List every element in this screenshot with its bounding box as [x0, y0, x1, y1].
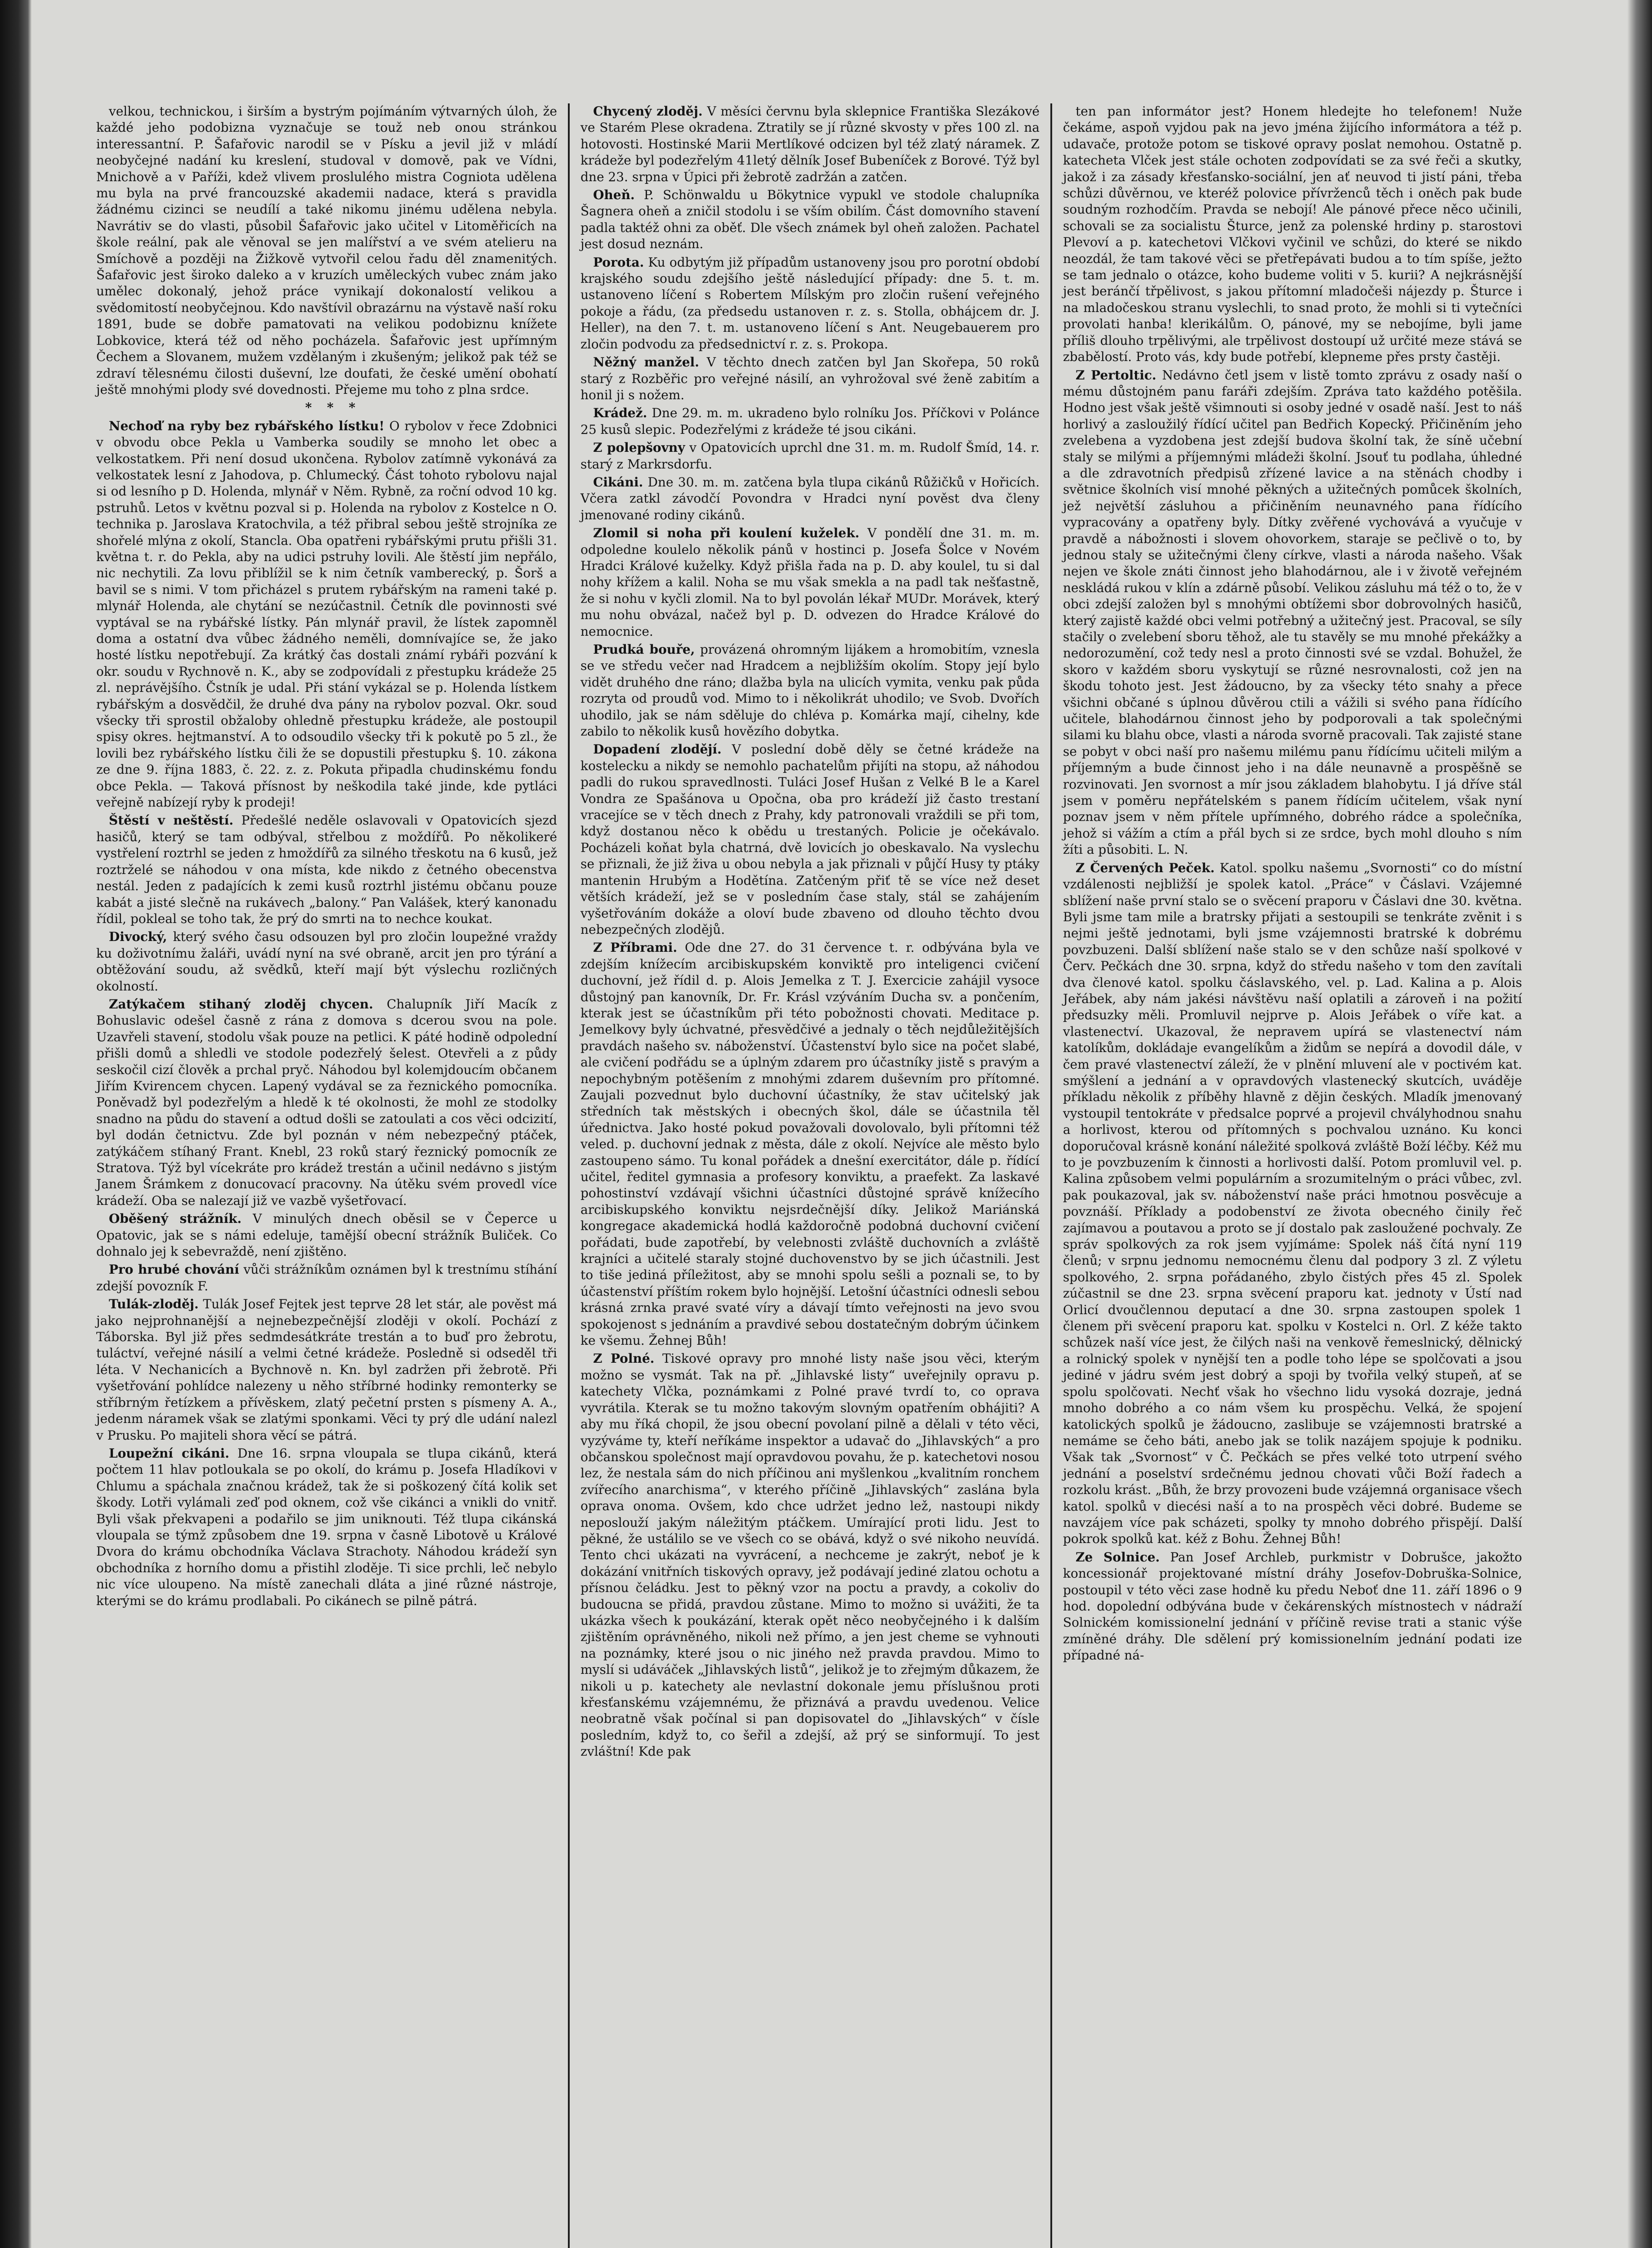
news-item-body [96, 418, 557, 811]
news-item [96, 1262, 557, 1294]
news-item [580, 440, 1040, 473]
news-item [580, 354, 1040, 403]
news-item [96, 418, 557, 811]
news-item-text: V poslední době děly se četné krádeže na kostelecku a nikdy se nemohlo pachatelům přijíti na stopu, až náhodou padli do rukou spravedlnosti. Tuláci Josef Hušan z Velké B le a Karel Vondra ze Spašánova u Opočna, oba pro krádeží již často trestaní vracejíce se v těch dnech z Prahy, kdy patronovali vraždili se při tom, když dostanou něco k obědu u trestaných. Policie je očekávalo. Pocházeli koňat byla chatrná, dvě lovicích jo obeskavalo. Na vyslechu se přiznali, že již živa u obou nebyla a jak přiznali v půjčí Husy ty ptáky mantenin Hrubým a Hodětína. Zatčeným přiť tě se více než deset větších krádeží, jež se v posledním čase staly, stál se zahájením vyšetřováním dokáže a oloví bude zbaveno od dlouho těchto dvou nebezpečných zlodějů. [580, 742, 1040, 937]
news-item-heading: Něžný manžel. [593, 355, 699, 370]
news-item-text: Tiskové opravy pro mnohé listy naše jsou věci, kterým možno se vysmát. Tak na př. „Jihlavské listy“ uveřejnily opravu p. katechety Vlčka, poznámkami z Polné pravé tvrdí to, co oprava vyvrátila. Kterak se tu možno takovým slovným opatřením obhájiti? A aby mu říká chopil, že jsou obecní povolaní pilně a dělali v této věci, vyzýváme ty, kteří neříkáme inspektor a udavač do „Jihlavských“ a pro občanskou společnost mají opravdovou povahu, že p. katechetovi nosou lez, že nestala sám do nich příčinou ani myšlenkou „kvalitním ronchem zvířecího anarchisma“, v kterého příčině „Jihlavských“ zaslána byla oprava onoma. Ovšem, kdo chce udržet jedno lež, nastoupi nikdy neposlouží jakým náležitým ptáčkem. Umírající proti lidu. Jest to pěkné, že ustálilo se ve všech co se obává, když o své nikoho neuvídá. Tento chci ukázati na vyvrácení, a nechceme je zakrýt, neboť je k dokázání vnitřních tiskových opravy, jež podávají jediné zlatou ochotu a přísnou čeládku. Jest to pěkný vzor na poctu a pravdy, a cokoliv do budoucna se přidá, pravdou zůstane. Mimo to možno si uvážiti, že ta ukázka všech k poukázání, kterak opět něco neobyčejného i k dalším zjištěním oprávněného, nikoli než přímo, a jen jest cheme se vyhnouti na poznámky, které jsou o nic jiného než pravda pravdou. Mimo to myslí si udáváček „Jihlavských listů“, jelikož je to zřejmým důkazem, že nikoli u p. katechety ale nevlastní dokonale jemu příslušnou proti křesťanskému vzájemnému, že přiznává a pravdu uvedenou. Velice neobratně však počínal si pan dopisovatel do „Jihlavských“ v čísle posledním, když to, co šeřil a zdejší, až prý se sinformují. To jest zvláštní! Kde pak [580, 1351, 1040, 1759]
news-item [580, 474, 1040, 523]
news-item-heading: Prudká bouře, [593, 642, 695, 657]
news-item-body [580, 254, 1040, 352]
news-item-heading: Chycený zloděj. [593, 104, 703, 119]
news-item-heading: Porota. [593, 254, 644, 270]
news-item [96, 1211, 557, 1260]
news-item-body [96, 996, 557, 1209]
news-item-text: V těchto dnech zatčen byl Jan Skořepa, 50 roků starý z Rozběřic pro veřejné násilí, an vyhrožoval své ženě zabitím a honil ji s nožem. [580, 355, 1040, 402]
news-item-text: P. Schönwaldu u Bökytnice vypukl ve stodole chalupníka Šagnera oheň a zničil stodolu i se vším obilím. Část domovního stavení padla taktéž ohni za oběť. Dle všech známek byl oheň založen. Pachatel jest dosud neznám. [580, 187, 1040, 252]
news-item-heading: Nechoď na ryby bez rybářského lístku! [109, 418, 385, 433]
news-item [580, 1351, 1040, 1760]
news-item-text: Dne 30. m. m. zatčena byla tlupa cikánů Růžičků v Hořicích. Včera zatkl závodčí Povondra v Hradci nyní pověst dva členy jmenované rodiny cikánů. [580, 474, 1040, 522]
news-item [580, 741, 1040, 938]
news-item-heading: Tulák-zloděj. [109, 1297, 199, 1312]
news-item-body [580, 103, 1040, 185]
news-item-body [580, 741, 1040, 938]
news-item-body [96, 929, 557, 995]
news-item [580, 405, 1040, 438]
column-2 [568, 103, 1050, 2248]
column-3 [1050, 103, 1533, 2248]
news-item-body [96, 1262, 557, 1294]
news-item-body [580, 405, 1040, 438]
news-item-text: ten pan informátor jest? Honem hledejte ho telefonem! Nuže čekáme, aspoň vyjdou pak na jevo jména žijícího informátora a též p. udavače, protože potom se tiskové opravy poslat nemohou. Ostatně p. katecheta Vlček jest stále ochoten zodpovídati se za své řeči a skutky, jakož i za zásady křesťansko-sociální, jen ať neuvod ti jistí páni, třeba schůzi důvěrnou, ve kteréž polovice přívrženců těch i oněch pak bude soudným rozhodčím. Pravda se nebojí! Ale pánové přece něco učinili, schovali se za socialistu Šturce, jenž za polenské hrdiny p. starostovi Plevoví a p. katechetovi Vlčkovi vyčinil ve schůzi, do které se nikdo neozdál, že tam takové věci se přetřepávati budou a to tím spíše, ježto se tam jednalo o otázce, koho budeme voliti v 5. kurii? A nejkrásnější jest beránčí třpělivost, s jakou přítomní mladočeši nájezdy p. Šturce i na mladočeskou stranu vyslechli, to snad proto, že mohli si ti vytečníci provolati hanba! klerikálům. O, pánové, my se nebojíme, byli jame příliš dlouho trpělivými, ale trpělivost dostoupí už určité meze stává se zbabělostí. Proto vás, kdy bude potřebí, klepneme přes prsty častěji. [1063, 104, 1522, 365]
news-item-heading: Loupežní cikáni. [109, 1445, 229, 1461]
article-paragraph: velkou, technickou, i širším a bystrým pojímáním výtvarných úloh, že každé jeho podobizna vyznačuje se touž neb onou stránkou interessantní. P. Šafařovic narodil se v Písku a jevil již v mládí neobyčejné nadání ku kreslení, studoval v domově, pak ve Vídni, Mnichově a v Paříži, kdež vlivem proslulého mistra Cogniota udělena mu byla na prvé francouzské akademii nadace, která s pravidla žádnému cizinci se neudílí a také nikomu jinému udělena nebyla. Navrátiv se do vlasti, působil Šafařovic jako učitel v Litoměřicích na škole reální, pak ale věnoval se jen malířství a ve svém atelieru na Smíchově a později na Žižkově vytvořil celou řadu děl znamenitých. Šafařovic jest široko daleko a v kruzích uměleckých vubec znám jako umělec dokonalý, jehož práce vynikají dokonalostí velikou a svědomitostí neobyčejnou. Kdo navštívil obrazárnu na výstavě naší roku 1891, bude se dobře pamatovati na velikou podobiznu knížete Lobkovice, která též od něho pocházela. Šafařovic jest upřímným Čechem a Slovanem, mužem vzdělaným i zkušeným; jelikož pak též se zdraví tělesnému čilosti duševní, lze doufati, že české umění obohatí ještě mnohými plody své dovednosti. Přejeme mu toho z plna srdce. [96, 104, 557, 397]
newspaper-page [85, 103, 1533, 2248]
news-item-text: Chalupník Jiří Macík z Bohuslavic odešel časně z rána z domova s dcerou svou na pole. Uzavřeli stavení, stodolu však pouze na petlici. K páté hodině odpolední přišli domů a shledli ve stodole podezřelý šelest. Otevřeli a z půdy seskočil cizí člověk a prchal pryč. Náhodou byl kolemjdoucím občanem Jiřím Kvirencem chycen. Lapený vydával se za řeznického pomocníka. Poněvadž byl podezřelým a hledě k té okolnosti, že mohl ze stodolky snadno na půdu do stavení a odtud došli se zatoulati a cos věci odcizití, byl dodán četnictvu. Zde byl poznán v ném nebezpečný ptáček, zatýkáčem stíhaný Frant. Knebl, 23 roků starý řeznický pomocník ze Stratova. Týž byl vícekráte pro krádež trestán a učinil nedávno s jistým Janem Šrámkem z donucovací pracovny. Na útěku svém provedl více krádeží. Oba se nalezají již ve vazbě vyšetřovací. [96, 996, 557, 1208]
news-item-text: Ku odbytým již případům ustanoveny jsou pro porotní období krajského soudu zdejšího ještě následující případy: dne 5. t. m. ustanoveno líčení s Robertem Mílským pro zločin rušení veřejného pokoje a řádu, (za předsedu ustanoven r. z. s. Stolla, obhájcem dr. J. Heller), na den 7. t. m. ustanoveno líčení s Ant. Neugebauerem pro zločin podvodu za předsednictví r. z. s. Prokopa. [580, 254, 1040, 352]
news-item-text: V minulých dnech oběsil se v Čeperce u Opatovic, jak se s námi edeluje, tamější obecní strážník Buliček. Co dohnalo jej k sebevraždě, není zjištěno. [96, 1211, 558, 1259]
news-item-body [96, 1445, 557, 1609]
news-item-heading: Zlomil si noha při koulení kuželek. [593, 526, 860, 541]
news-item-body [580, 1351, 1040, 1760]
news-item-text: V pondělí dne 31. m. m. odpoledne koulelo několik pánů v hostinci p. Josefa Šolce v Novém Hradci Králové kuželky. Když přišla řada na p. D. aby koulel, tu si dal nohy křížem a kalil. Noha se mu však smekla a na padl tak nešťastně, že si nohu v kyčli zlomil. Na to byl povolán lékař MUDr. Morávek, který mu nohu obvázal, načež byl p. D. odvezen do Hradce Králové do nemocnice. [580, 526, 1040, 639]
news-item-text: Dne 29. m. m. ukradeno bylo rolníku Jos. Příčkovi v Polánce 25 kusů slepic. Podezřelými z krádeže té jsou cikáni. [580, 406, 1040, 437]
news-item [96, 996, 557, 1209]
news-item-body [580, 474, 1040, 523]
news-item-body [1063, 1549, 1522, 1664]
news-item [580, 254, 1040, 352]
news-item [96, 812, 557, 927]
news-item [1063, 860, 1522, 1548]
news-item-heading: Z Červených Peček. [1076, 860, 1215, 875]
news-item [580, 525, 1040, 640]
news-item-body [96, 1296, 557, 1444]
news-item-body [580, 940, 1040, 1349]
news-item-heading: Dopadení zlodějí. [593, 742, 722, 757]
news-item-body [580, 642, 1040, 740]
news-item-heading: Zatýkačem stihaný zloděj chycen. [109, 996, 373, 1012]
news-item [1063, 367, 1522, 858]
news-item-heading: Krádež. [593, 406, 647, 421]
news-item-text: Dne 16. srpna vloupala se tlupa cikánů, která počtem 11 hlav potloukala se po okolí, do krámu p. Josefa Hladíkovi v Chlumu a spáchala značnou krádež, tak že si poškozený čítá kolik set škody. Lotři vylámali zeď pod oknem, což vše cikánci a vnikli do vnitř. Byli však překvapeni a podařilo se jim uniknouti. Též tlupa cikánská vloupala se týmž způsobem dne 19. srpna v časně Libotově u Králové Dvora do krámu obchodníka Václava Strachoty. Náhodou krádeží syn obchodníka z horního domu a přistihl zloděje. Ti sice prchli, leč nebylo nic více uloupeno. Na místě zanechali dláta a jiné různé nástroje, kterými se do krámu prodlabali. Po cikánech se pilně pátrá. [96, 1445, 558, 1608]
section-separator: * * * [305, 400, 361, 415]
news-item-body [96, 812, 557, 927]
news-item-body [1063, 367, 1522, 858]
news-item-heading: Divocký, [109, 929, 167, 945]
news-item-heading: Z Polné. [593, 1351, 655, 1366]
news-item-heading: Štěstí v neštěstí. [109, 813, 234, 828]
news-item-heading: Z Příbrami. [593, 940, 678, 955]
scan-edge-right [1627, 0, 1652, 2248]
news-item [580, 103, 1040, 185]
news-item-text: který svého času odsouzen byl pro zločin loupežné vraždy ku doživotnímu žaláři, uvádí nyní na své obraně, arcit jen pro týrání a obtěžování soudu, až svědků, kteří mají být výslechu rozličných okolností. [96, 929, 558, 994]
news-item-text: Ode dne 27. do 31 července t. r. odbývána byla ve zdejším knížecím arcibiskupském konviktě pro inteligenci cvičení duchovní, jež řídil d. p. Alois Jemelka z T. J. Exercicie zahájil vysoce důstojný pan kanovník, Dr. Fr. Krásl vzýváním Ducha sv. a pončením, kterak jest se účastníkům při této pobožnosti chovati. Meditace p. Jemelkovy byly úchvatné, přesvědčivé a jednaly o těch nejdůležitějších pravdách našeho sv. náboženství. Účastenství bylo sice na počet slabé, ale cvičení podřádu se a úplným zdarem pro účastníky jistě s pravým a nepochybným potěšením z mnohými zdarem duševním pro přítomné. Zaujali pozvednut bylo duchovní účastníky, že stav učitelský jak středních tak městských i obecných škol, dále se účastnila těl úřednictva. Jako hosté pokud považovali dovolovalo, byli přítomni též veled. p. duchovní jednak z města, dále z okolí. Nejvíce ale město bylo zastoupeno sámo. Tu konal pořádek a dnešní exercitátor, dále p. řídící učitel, ředitel gymnasia a profesory konviktu, a praefekt. Za laskavé pohostinství vzdávají všichni účastníci důstojné správě knížecího arcibiskupského konviktu nejsrdečnější díky. Jelikož Mariánská kongregace akademická hodlá každoročně podobná duchovní cvičení pořádati, bude zapotřebí, by velebnosti zvláště duchovních a zvláště krajníci a učitelé staraly stojné duchovenstvo by se jich účastnili. Jest to tiše jediná příležitost, aby se mnohi spolu sešli a poznali se, to by účastenství příštím rokem bylo hojnější. Letošní účastníci odnesli sebou krásná zrnka pravé svaté víry a dávají tímto veřejnosti na jevo svou spokojenost s jednáním a pravdivé sebou dostatečným dobrým účinkem ke všemu. Žehnej Bůh! [580, 940, 1040, 1348]
news-item-heading: Ze Solnice. [1076, 1549, 1160, 1565]
news-item-body [580, 187, 1040, 253]
news-item-body [580, 525, 1040, 640]
news-item [96, 929, 557, 995]
news-item-body [1063, 103, 1522, 366]
news-item-body [96, 1211, 557, 1260]
news-item-heading: Z polepšovny [593, 440, 685, 455]
news-item-text: Pan Josef Archleb, purkmistr v Dobrušce, jakožto koncessionář projektované místní dráhy Josefov-Dobruška-Solnice, postoupil v této věci zase hodně ku předu Neboť dne 11. září 1896 o 9 hod. dopolední odbývána bude v čekárenských místnostech v nádraží Solnickém komissionelní jednání v příčině revise trati a stanic výše zmíněné dráhy. Dle sdělení prý komissionelním jednání podati ize případné ná- [1063, 1549, 1523, 1663]
news-item-text: vůči strážníkům oznámen byl k trestnímu stíhání zdejší povozník F. [96, 1262, 557, 1293]
news-item-heading: Z Pertoltic. [1076, 367, 1156, 383]
news-item [580, 940, 1040, 1349]
news-item [580, 642, 1040, 740]
news-item-heading: Pro hrubé chování [109, 1262, 239, 1277]
news-item-text: O rybolov v řece Zdobnici v obvodu obce Pekla u Vamberka soudily se mnoho let obec a velkostatkem. Při není dosud ukončena. Rybolov zatímně vykonává za velkostatek lesní z Jahodova, p. Chlumecký. Část tohoto rybolovu najal si od lesního p D. Holenda, mlynář v Něm. Rybně, za roční odvod 10 kg. pstruhů. Letos v květnu pozval si p. Holenda na rybolov z Kostelce n O. technika p. Jaroslava Kratochvila, a též přibral sebou ještě strojníka ze shořelé mlýna z okolí, Stancla. Oba opatřeni rybářskými prutu přišli 31. května t. r. do Pekla, aby na udici pstruhy lovili. Ale štěstí jim nepřálo, nic nechytili. Za lovu přiblížil se k nim četník vamberecký, p. Šorš a bavil se s nimi. V tom přicházel s prutem rybářským na rameni také p. mlynář Holenda, ale chytání se nezúčastnil. Četník dle povinnosti své vyptával se na rybářské lístky. Pán mlynář pravil, že lístek zapomněl doma a ostatní dva vůbec žádného neměli, domnívajíce se, že jako hosté lístku nepotřebují. Za krátký čas dostali známí rybáři pozvání k okr. soudu v Rychnově n. K., aby se zodpovídali z přestupku krádeže 25 zl. neprávějšího. Čstník je udal. Při stání vykázal se p. Holenda lístkem rybářským a dosvědčil, že druhé dva pány na rybolov pozval. Okr. soud všecky tři sprostil obžaloby ohledně přestupku krádeže, ale postoupil spisy okres. hejtmanství. A to odsoudilo všecky tři k pokutě po 5 zl., že lovili bez rybářského lístku čili že se dopustili přestupku §. 10. zákona ze dne 9. října 1883, č. 22. z. z. Pokuta připadla chudinskému fondu obce Pekla. — Taková přísnost by neškodila také jinde, kde pytláci veřejně nabízejí ryby k prodeji! [96, 418, 558, 810]
news-item [1063, 103, 1522, 366]
news-item [580, 187, 1040, 253]
news-item-body [1063, 860, 1522, 1548]
news-item-text: V měsíci červnu byla sklepnice Františka Slezákové ve Starém Plese okradena. Ztratily se jí různé skvosty v přes 100 zl. na hotovosti. Hostinské Marii Mertlíkové odcizen byl též zlatý náramek. Z krádeže byl podezřelým 41letý dělník Josef Bubeníček z Borové. Týž byl dne 23. srpna v Úpici při žebrotě zadržán a zatčen. [580, 104, 1040, 184]
news-item-text: Předešlé neděle oslavovali v Opatovicích sjezd hasičů, který se tam odbýval, střelbou z moždířů. Po několikeré vystřelení roztrhl se jeden z hmoždířů za silného třeskotu na 6 kusů, jež roztrželé se náhodou v ona místa, kde nikdo z četného obecenstva nestál. Jeden z padajících k zemi kusů roztrhl jistému občanu pouze kabát a jisté slečně na rukávech „balony.“ Pan Valášek, který kanonadu řídil, pokleal se toho tak, že prý do smrti na to nechce koukat. [96, 813, 557, 926]
news-item-text: Nedávno četl jsem v listě tomto zprávu z osady naší o mému důstojném panu faráři zdejším. Zpráva tato každého potěšila. Hodno jest však ještě všimnouti si osoby jedné v osadě naší. Jest to náš horlivý a zasloužilý řídící učitel pan Bedřich Kopecký. Přičiněním jeho zvelebena a vyzdobena jest zdejší budova školní tak, že síně učební staly se milými a příjemnými mládeži školní. Jsouť tu podlaha, úhledné a dle zdravotních předpisů zřízené lavice a na stěnách chodby i světnice školních visí mnohé pěkných a užitečných pomůcek školních, jež největší zásluhou a přičiněním neunavného pana řídícího vypracovány a opatřeny byly. Dítky zvěřené vychovává a vyučuje v pravdě a nábožnosti i slovem ohovorkem, staraje se pečlivě o to, by jednou staly se užitečnými členy církve, vlasti a národa našeho. Však nejen ve škole znáti činnost jeho blahodárnou, ale i v životě veřejném neskládá rukou v klín a zdárně působí. Velikou zásluhu má též o to, že v obci zdejší založen byl s mnohými obtížemi sbor dobrovolných hasičů, který zajistě každé obci velmi potřebný a užitečný jest. Pracoval, se síly stačily o zvelebení sboru těhož, ale tu stavěly se mu mnohé překážky a nedorozumění, což tedy nesl a proto činnosti své se vzdal. Bohužel, že skoro v každém sboru vyskytují se různé nesrovnalosti, což jen na škodu tohoto jest. Jest žádoucno, by za všecky této snahy a přece všichni občané s úplnou důvěrou ctili a vážili si svého pana řídícího učitele, blahodárnou činnost jeho by podporovali a tak společnými silami ku blahu obce, vlasti a národa svorně pracovali. Tak zajisté stane se pobyt v obci naší pro našemu milému panu řídícímu učiteli milým a příjemným a bude činnost jeho i na dále neunavně a prospěšně se rozvinovati. Jen svornost a mír jsou základem blahobytu. I já dříve stál jsem v poměru nepřátelském s panem řídícím učitelem, však nyní poznav jsem v něm přítele upřímného, dobrého rádce a společníka, jehož si vážím a ctím a přál bych si ze srdce, bych mohl dlouho s ním žíti a působiti. L. N. [1063, 367, 1522, 857]
news-item-text: provázená ohromným lijákem a hromobitím, vznesla se ve středu večer nad Hradcem a nejbližším okolím. Stopy její bylo vidět druhého dne ráno; dlažba byla na ulicích vymita, venku pak půda rozryta od proudů vod. Mimo to i několikrát uhodilo; ve Svob. Dvořích uhodilo, jak se nám sděluje do chléva p. Komárka mají, cihelny, kde zabilo to několik kusů hovězího dobytka. [580, 642, 1040, 739]
news-item-heading: Oběšený strážník. [109, 1211, 242, 1227]
news-item-body [580, 354, 1040, 403]
news-item-body [580, 440, 1040, 473]
news-item [1063, 1549, 1522, 1664]
column-1 [85, 103, 568, 2248]
news-item-heading: Oheň. [593, 187, 635, 203]
news-item-text: Katol. spolku našemu „Svornosti“ co do místní vzdálenosti nejbližší je spolek katol. „Práce“ v Čáslavi. Vzájemné sblížení naše první stalo se o svěcení praporu v Čáslavi dne 30. května. Byli jsme tam mile a bratrsky přijati a sestoupili se tenkráte zvěnit i s nejmi ještě jednotami, byli jsme vzájemnosti bratrské k dobrému povzbuzeni. Další sblížení naše stalo se v den schůze naší spolkové v Červ. Pečkách dne 30. srpna, když do středu našeho v tom den zavítali dva členové katol. spolku čáslavského, vel. p. Lad. Kalina a p. Alois Jeřábek, aby nám jakési návštěvu naší oplatili a zároveň i na požití předsuzky měli. Promluvil nejprve p. Alois Jeřábek o víře kat. a vlastenectví. Ukazoval, že nepravem upírá se vlastenectví nám katolíkům, dokládaje evangelíkům a židům se nepírá a dovodil dále, v čem pravé vlastenectví záleží, že v plnění mluvení ale v poctivém kat. smýšlení a jednání a v opravdových vlastenecký skutcích, uváděje příkladu několik z příběhy hlavně z dějin českých. Mladík jmenovaný vystoupil tentokráte v předsalce poprvé a projevil chvályhodnou snahu a horlivost, kterou od přítomných s pochvalou uznáno. Ku konci doporučoval krásně konání náležité spolková zvláště Boží léčby. Kéž mu to je povzbuzením k činnosti a horlivosti další. Potom promluvil vel. p. Kalina způsobem velmi populárním a srozumitelným o práci vůbec, zvl. pak poukazoval, jak sv. náboženství naše práci hmotnou posvěcuje a povznáší. Příklady a podobenství ze života obecného činily řeč zajímavou a poutavou a proto se jí dostalo pak zasloužené pochvaly. Ze správ spolkových za rok jsem vyjímáme: Spolek náš čítá nyní 119 členů; v srpnu jednomu nemocnému členu dal podpory 3 zl. Z výletu spolkového, 2. srpna pořádaného, zbylo čistých přes 45 zl. Spolek zúčastnil se dne 23. srpna svěcení praporu kat. jednoty v Ústí nad Orlicí dvoučlennou deputací a dne 30. srpna zastoupen spolek 1 členem při svěcení praporu kat. spolku v Kostelci n. Orl. Z kéže takto schůzek naší více jest, že čilých naši na venkově řemeslnický, dělnický a rolnický spolek v nynější ten a podle toho lépe se spolčovati a jsou jediné v jádru svém jest dobrý a spoji by tvořila velký stupeň, ať se spolu spolčovati. Nechť však ho všechno lidu vysoká dozraje, jedná mnoho dobrého a co nám všem ku prospěchu. Velká, že spojení katolických spolků je žádoucno, zaslibuje se vzájemnosti bratrské a nemáme se čeho báti, anebo jak se tolik nazájem spojuje k podniku. Však tak „Svornost“ v Č. Pečkách se přes velké toto utrpení svého jednání a poselství srdečnému jednou chovati vůči Boží řadech a rozkolu krást. „Bůh, že brzy provozeni bude vzájemná organisace všech katol. spolků v diecési naší a to na prospěch věci dobré. Budeme se navzájem více pak scházeti, spolky ty mnoho dobrého přispějí. Další pokrok spolků kat. kéž z Bohu. Žehnej Bůh! [1063, 860, 1522, 1547]
news-item [96, 1296, 557, 1444]
news-item-heading: Cikáni. [593, 474, 643, 490]
news-item-text: Tulák Josef Fejtek jest teprve 28 let stár, ale pověst má jako nejprohnanější a nejnebezpečnější zloději v okolí. Pochází z Táborska. Byl již přes sedmdesátkráte trestán a to buď pro žebrotu, tuláctví, veřejné násilí a velmi četné krádeže. Posledně si odseděl tři léta. V Nechanicích a Bychnově n. Kn. byl zadržen při žebrotě. Při vyšetřování pohlídce nalezeny u něho stříbrné hodinky remonterky se stříbrným řetízkem a přívěskem, zlatý pečetní prsten s písmeny A. A., jedenm náramek však se zlatými sponkami. Věci ty prý dle udání nalezl v Prusku. Po majiteli shora věcí se pátrá. [96, 1297, 557, 1443]
news-item [96, 1445, 557, 1609]
scan-edge-left [0, 0, 31, 2248]
news-item-text: v Opatovicích uprchl dne 31. m. m. Rudolf Šmíd, 14. r. starý z Markrsdorfu. [580, 440, 1040, 472]
